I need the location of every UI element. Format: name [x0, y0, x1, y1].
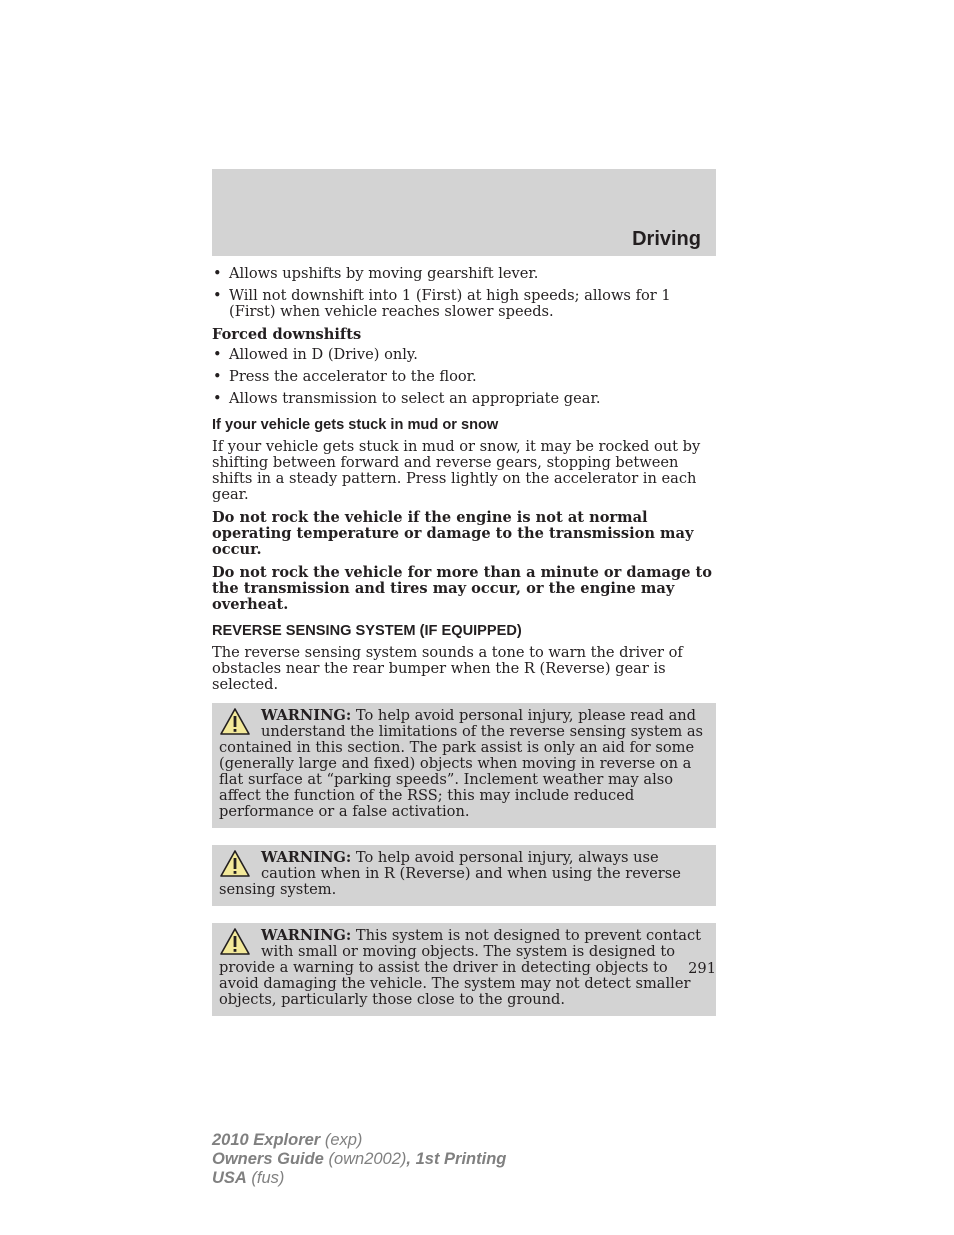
warning-triangle-icon: [219, 927, 251, 957]
stuck-caution-2: Do not rock the vehicle for more than a minute or damage to the transmission and tires may occur, or the engine may overheat.: [212, 564, 713, 613]
warning-text: To help avoid personal injury, please read and understand the limitations of the reverse sensing system as contained in this section. The park assist is only an aid for some (generally large and fixed) objects when moving in reverse on a flat surface at “parking speeds”. Inclement weather may also affect the function of the RSS; this may include reduced performance or a false activation.: [219, 707, 704, 820]
rss-paragraph: The reverse sensing system sounds a tone to warn the driver of obstacles near the rear bumper when the R (Reverse) gear is selected.: [212, 644, 683, 693]
list-item: • Allows transmission to select an appropriate gear.: [213, 390, 601, 407]
list-item: • Press the accelerator to the floor.: [213, 368, 477, 385]
warning-triangle-icon: [219, 849, 251, 879]
list-item: • Allows upshifts by moving gearshift lever.: [213, 265, 539, 282]
warning-label: WARNING:: [261, 849, 352, 866]
gearshift-list: [212, 266, 716, 320]
section-title: Driving: [632, 228, 701, 250]
footer-line-2: Owners Guide (own2002), 1st Printing: [212, 1150, 507, 1168]
footer-line-3: USA (fus): [212, 1169, 285, 1187]
stuck-paragraph: If your vehicle gets stuck in mud or snow, it may be rocked out by shifting between forward and reverse gears, stopping between shifts in a steady pattern. Press lightly on the accelerator in each gear.: [212, 438, 701, 503]
warning-label: WARNING:: [261, 927, 352, 944]
forced-downshifts-list: [212, 347, 716, 407]
rss-heading: REVERSE SENSING SYSTEM (IF EQUIPPED): [212, 623, 522, 639]
list-item: • Allowed in D (Drive) only.: [213, 346, 418, 363]
document-footer: [212, 1131, 506, 1188]
warning-box-1: [212, 703, 716, 828]
section-header-band: [212, 169, 716, 256]
footer-line-1: 2010 Explorer (exp): [212, 1131, 363, 1149]
warning-label: WARNING:: [261, 707, 352, 724]
list-item: • Will not downshift into 1 (First) at high speeds; allows for 1 (First) when vehicle reaches slower speeds.: [213, 287, 671, 320]
page-content: [212, 266, 716, 1016]
warning-text: This system is not designed to prevent contact with small or moving objects. The system is designed to provide a warning to assist the driver in detecting objects to avoid damaging the vehicle. The system may not detect smaller objects, particularly those close to the ground.: [219, 927, 702, 1008]
warning-triangle-icon: [219, 707, 251, 737]
warning-text: To help avoid personal injury, always use caution when in R (Reverse) and when using the reverse sensing system.: [219, 849, 681, 898]
warning-box-2: [212, 845, 716, 906]
page-number: 291: [688, 960, 716, 977]
stuck-heading: If your vehicle gets stuck in mud or snow: [212, 417, 499, 433]
stuck-caution-1: Do not rock the vehicle if the engine is not at normal operating temperature or damage to the transmission may occur.: [212, 509, 694, 558]
forced-downshifts-heading: Forced downshifts: [212, 326, 362, 343]
